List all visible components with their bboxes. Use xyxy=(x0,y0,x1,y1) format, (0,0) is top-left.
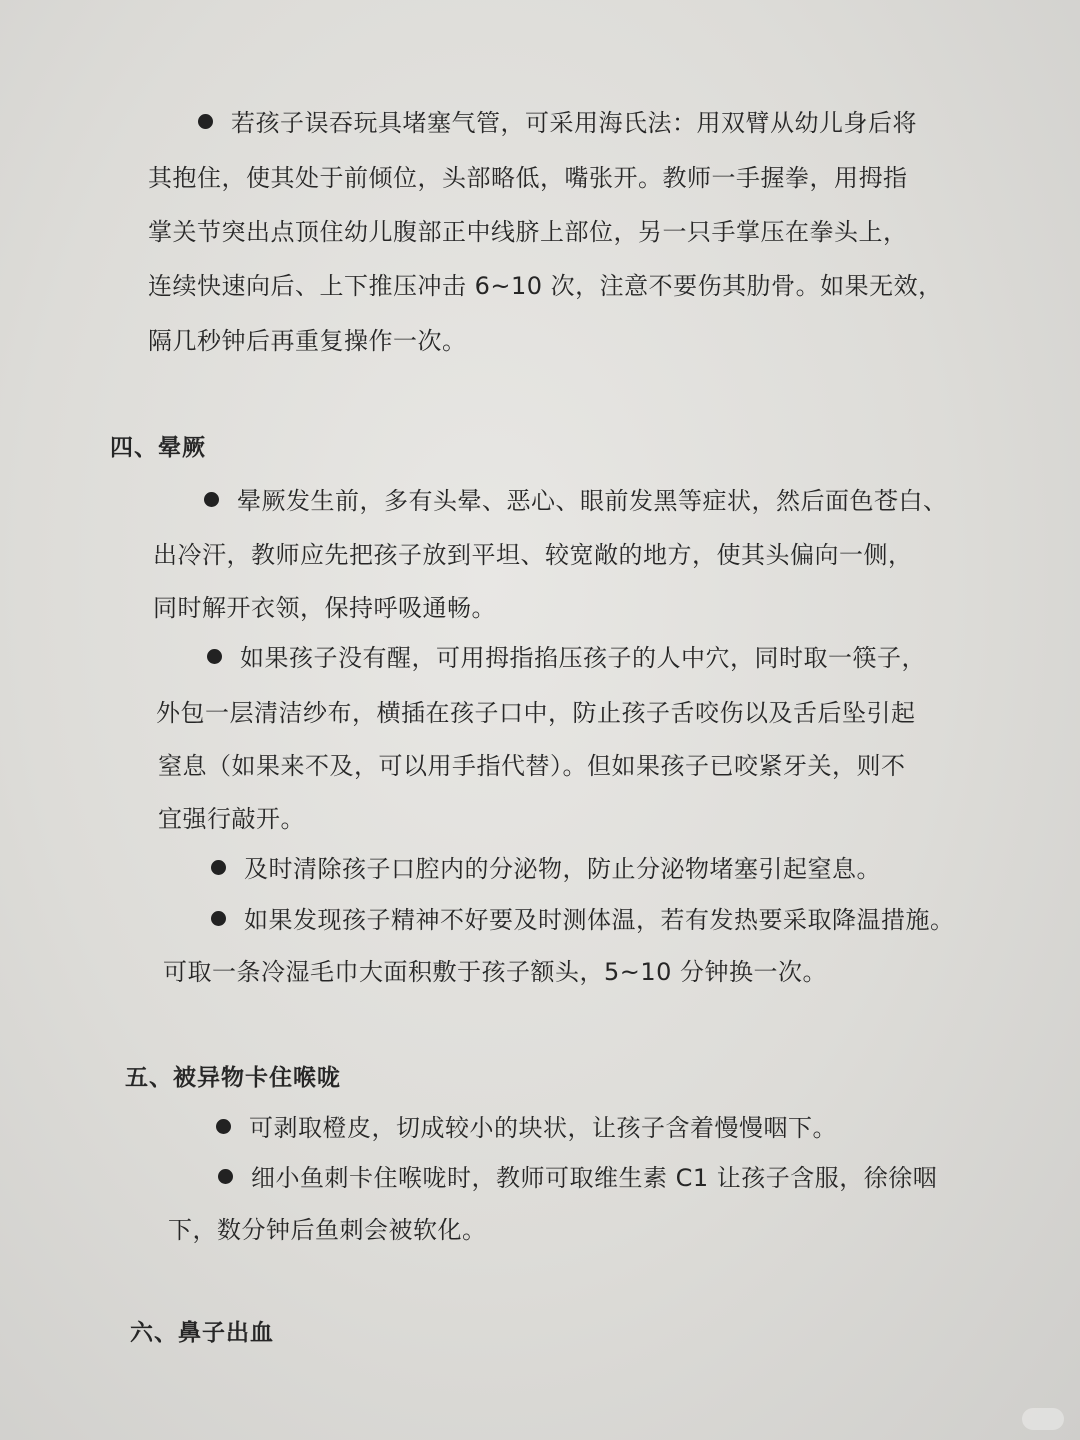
bullet-icon xyxy=(204,492,219,507)
paragraph-line xyxy=(204,485,948,517)
bullet-icon xyxy=(207,649,222,664)
bullet-icon xyxy=(218,1169,233,1184)
paragraph-line: 宜强行敲开。 xyxy=(158,805,305,833)
paragraph-line xyxy=(211,904,955,936)
bullet-icon xyxy=(211,860,226,875)
paragraph-line xyxy=(211,853,881,885)
paragraph-line: 下，数分钟后鱼刺会被软化。 xyxy=(168,1216,487,1244)
paragraph-line: 可取一条冷湿毛巾大面积敷于孩子额头，5~10 分钟换一次。 xyxy=(163,958,828,986)
bullet-icon xyxy=(198,114,213,129)
paragraph-line xyxy=(207,642,926,674)
paragraph-text: 晕厥发生前，多有头晕、恶心、眼前发黑等症状，然后面色苍白、 xyxy=(237,487,948,515)
paragraph-text: 若孩子误吞玩具堵塞气管，可采用海氏法：用双臂从幼儿身后将 xyxy=(231,109,917,137)
paragraph-text: 可剥取橙皮，切成较小的块状，让孩子含着慢慢咽下。 xyxy=(249,1114,837,1142)
section-heading: 六、鼻子出血 xyxy=(130,1320,274,1346)
paragraph-line: 连续快速向后、上下推压冲击 6~10 次，注意不要伤其肋骨。如果无效， xyxy=(148,272,943,300)
paragraph-line: 其抱住，使其处于前倾位，头部略低，嘴张开。教师一手握拳，用拇指 xyxy=(148,164,908,192)
paragraph-text: 如果发现孩子精神不好要及时测体温，若有发热要采取降温措施。 xyxy=(244,906,955,934)
paragraph-line xyxy=(216,1112,837,1144)
paragraph-line: 同时解开衣领，保持呼吸通畅。 xyxy=(153,594,496,622)
paragraph-text: 及时清除孩子口腔内的分泌物，防止分泌物堵塞引起窒息。 xyxy=(244,855,881,883)
paragraph-line: 掌关节突出点顶住幼儿腹部正中线脐上部位，另一只手掌压在拳头上， xyxy=(148,218,908,246)
paragraph-line: 外包一层清洁纱布，横插在孩子口中，防止孩子舌咬伤以及舌后坠引起 xyxy=(156,699,916,727)
paragraph-line: 出冷汗，教师应先把孩子放到平坦、较宽敞的地方，使其头偏向一侧， xyxy=(153,541,913,569)
section-heading: 五、被异物卡住喉咙 xyxy=(125,1065,341,1091)
bullet-icon xyxy=(216,1119,231,1134)
paragraph-line xyxy=(218,1162,937,1194)
paragraph-text: 细小鱼刺卡住喉咙时，教师可取维生素 C1 让孩子含服，徐徐咽 xyxy=(251,1164,938,1192)
paragraph-line: 隔几秒钟后再重复操作一次。 xyxy=(148,327,467,355)
paragraph-line xyxy=(198,107,917,139)
watermark-badge xyxy=(1022,1408,1064,1430)
paragraph-text: 如果孩子没有醒，可用拇指掐压孩子的人中穴，同时取一筷子， xyxy=(240,644,926,672)
bullet-icon xyxy=(211,911,226,926)
paragraph-line: 窒息（如果来不及，可以用手指代替）。但如果孩子已咬紧牙关，则不 xyxy=(158,752,906,780)
section-heading: 四、晕厥 xyxy=(110,435,206,461)
